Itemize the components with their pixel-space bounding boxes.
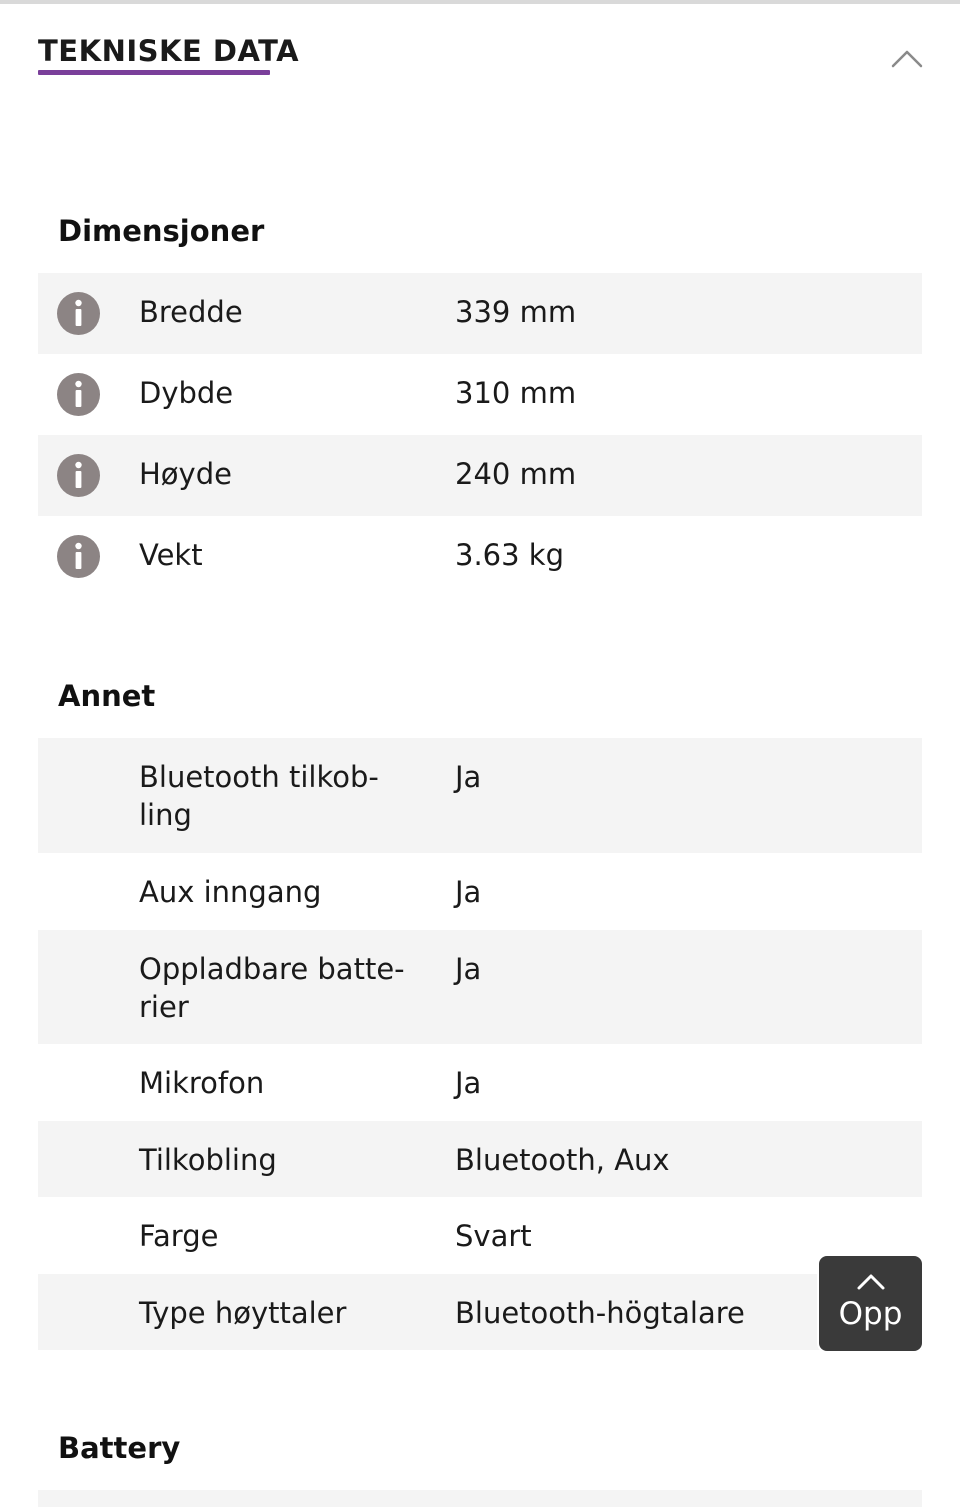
spec-value: Bluetooth-högtalare xyxy=(455,1296,745,1330)
title-underline xyxy=(38,70,270,75)
spec-value: 310 mm xyxy=(455,376,577,410)
spec-value: 339 mm xyxy=(455,295,577,329)
info-icon[interactable] xyxy=(57,535,100,578)
table-row xyxy=(38,1490,922,1507)
scroll-to-top-button[interactable] xyxy=(819,1256,922,1351)
table-row xyxy=(38,1121,922,1197)
table-row xyxy=(38,516,922,597)
spec-value: 240 mm xyxy=(455,457,577,491)
spec-label: Vekt xyxy=(139,538,203,572)
table-row xyxy=(38,273,922,354)
info-icon[interactable] xyxy=(57,373,100,416)
section-heading-annet: Annet xyxy=(58,679,156,713)
spec-table-annet xyxy=(38,738,922,1350)
spec-label: Bluetooth tilkob- ling xyxy=(139,760,379,832)
table-row xyxy=(38,1044,922,1121)
table-row xyxy=(38,853,922,930)
table-row xyxy=(38,738,922,853)
spec-label: Mikrofon xyxy=(139,1066,265,1100)
table-row xyxy=(38,930,922,1044)
spec-value: Ja xyxy=(455,760,482,794)
spec-value: Bluetooth, Aux xyxy=(455,1143,670,1177)
scroll-to-top-label: Opp xyxy=(838,1296,903,1332)
info-icon[interactable] xyxy=(57,454,100,497)
spec-label: Bredde xyxy=(139,295,243,329)
chevron-up-icon xyxy=(855,1272,887,1292)
section-header[interactable] xyxy=(38,30,922,80)
spec-value: Ja xyxy=(455,1066,482,1100)
page-title: TEKNISKE DATA xyxy=(38,34,300,68)
spec-value: Ja xyxy=(455,875,482,909)
chevron-up-icon[interactable] xyxy=(890,46,924,70)
spec-label: Type høyttaler xyxy=(139,1296,347,1330)
section-heading-battery: Battery xyxy=(58,1431,181,1465)
info-icon[interactable] xyxy=(57,292,100,335)
spec-label: Oppladbare batte- rier xyxy=(139,952,405,1024)
spec-table-dimensjoner xyxy=(38,273,922,597)
spec-label: Aux inngang xyxy=(139,875,322,909)
spec-label: Høyde xyxy=(139,457,232,491)
table-row xyxy=(38,435,922,516)
section-heading-dimensjoner: Dimensjoner xyxy=(58,214,265,248)
spec-value: Ja xyxy=(455,952,482,986)
top-divider xyxy=(0,0,960,4)
table-row xyxy=(38,354,922,435)
table-row xyxy=(38,1274,922,1350)
spec-label: Farge xyxy=(139,1219,219,1253)
spec-label: Tilkobling xyxy=(139,1143,277,1177)
spec-value: 3.63 kg xyxy=(455,538,564,572)
spec-value: Svart xyxy=(455,1219,532,1253)
spec-label: Dybde xyxy=(139,376,234,410)
table-row xyxy=(38,1197,922,1274)
